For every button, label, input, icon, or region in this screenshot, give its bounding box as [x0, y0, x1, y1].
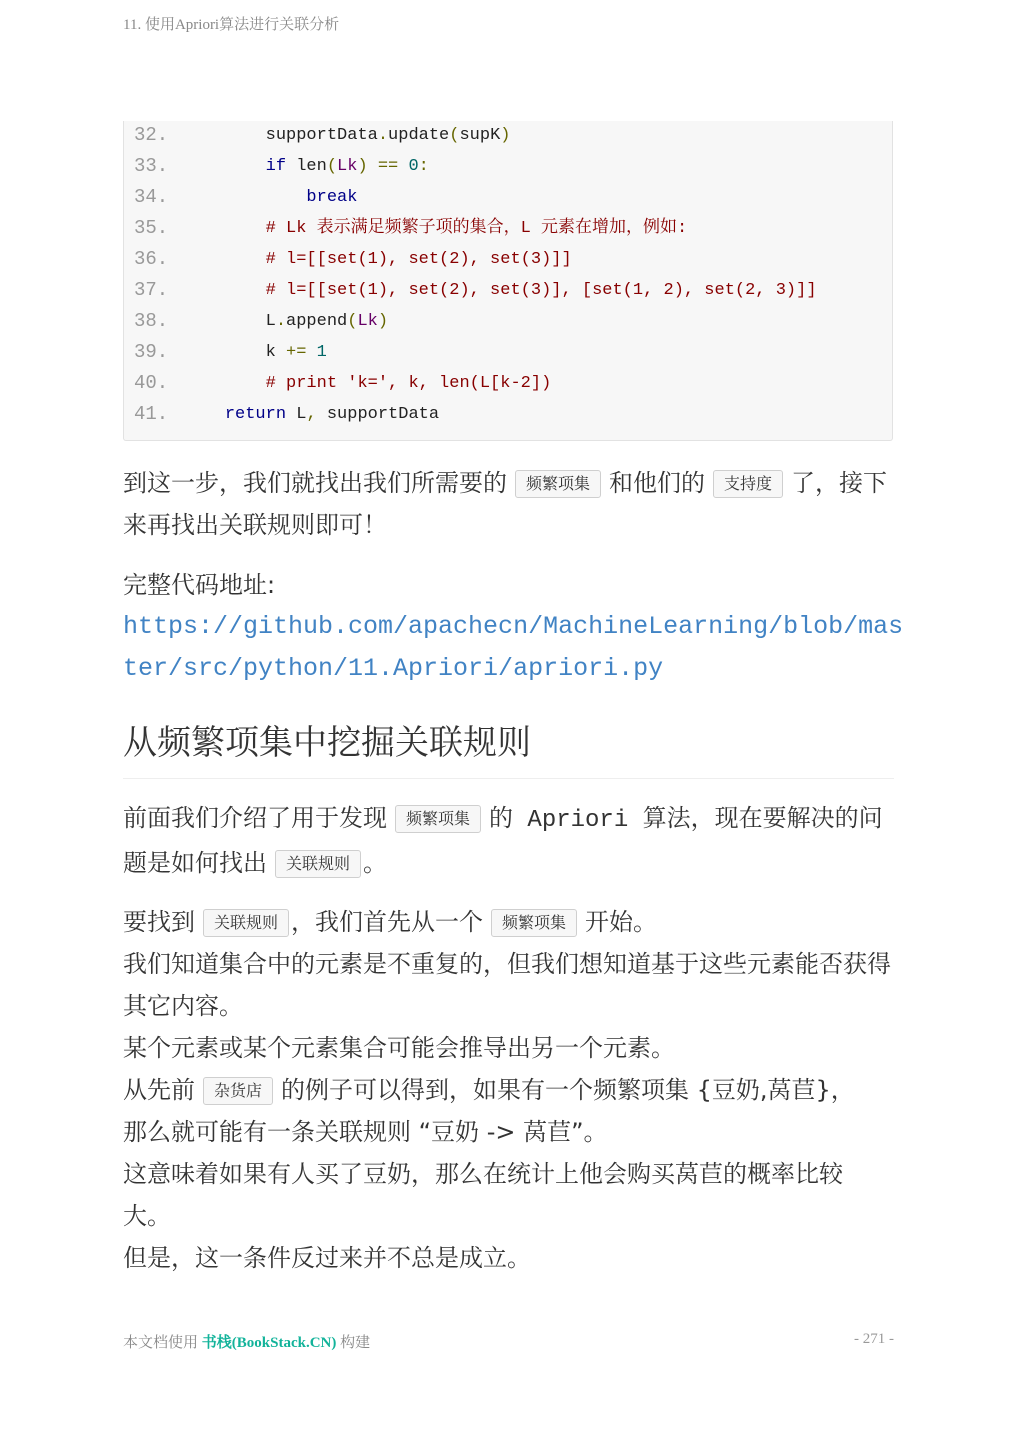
line: 某个元素或某个元素集合可能会推导出另一个元素。	[123, 1034, 675, 1062]
code-text	[184, 306, 388, 337]
line-number: 39.	[134, 341, 169, 363]
text: 了，接下来再找出关联规则即可！	[123, 469, 888, 539]
code-token: ,	[306, 405, 317, 424]
text: 要找到	[123, 908, 195, 936]
code-token: append	[286, 312, 348, 331]
code-text	[184, 337, 327, 368]
line-number: 32.	[134, 124, 169, 146]
page-number: - 271 -	[854, 1331, 894, 1347]
text: 和他们的	[609, 469, 706, 497]
inline-code: 关联规则	[275, 850, 361, 878]
code-token: (	[449, 126, 460, 145]
code-block	[123, 121, 893, 441]
code-token: (	[326, 157, 338, 176]
footer-text: 本文档使用	[123, 1335, 202, 1351]
text: Apriori	[513, 807, 643, 834]
code-token: supportData	[265, 126, 378, 145]
code-token: )	[357, 157, 368, 176]
line-number: 36.	[134, 248, 169, 270]
text: ，我们首先从一个	[291, 908, 484, 936]
code-token: supK	[459, 126, 501, 145]
text: 从先前	[123, 1076, 195, 1104]
code-text	[184, 399, 439, 430]
code-token	[398, 157, 408, 176]
footer-text: 构建	[336, 1335, 371, 1351]
code-token: k	[265, 343, 287, 362]
code-token: .	[377, 126, 389, 145]
code-token: supportData	[316, 405, 440, 424]
line	[123, 901, 898, 943]
text: 开始。	[585, 908, 658, 936]
inline-code: 频繁项集	[515, 470, 601, 498]
code-token: Lk	[337, 157, 358, 176]
code-token: ==	[377, 157, 399, 176]
line: 这意味着如果有人买了豆奶，那么在统计上他会购买莴苣的概率比较大。	[123, 1160, 843, 1230]
code-token: # l=[[set(1), set(2), set(3)]]	[265, 250, 572, 269]
code-token: # l=[[set(1), set(2), set(3)], [set(1, 2), set(2, 3)]]	[265, 281, 817, 300]
inline-code: 关联规则	[203, 909, 289, 937]
code-token: 1	[316, 343, 327, 362]
paragraph-frequent-itemsets	[123, 462, 898, 546]
line-number: 37.	[134, 279, 169, 301]
code-token: :	[418, 157, 429, 176]
code-text	[184, 275, 817, 306]
code-token: L	[286, 405, 307, 424]
code-token: )	[500, 126, 511, 145]
code-token: Lk	[357, 312, 378, 331]
inline-code: 频繁项集	[491, 909, 577, 937]
line-number: 34.	[134, 186, 169, 208]
text: 算法，现在要解决的问题是如何找出	[123, 804, 883, 877]
line: 但是，这一条件反过来并不总是成立。	[123, 1244, 531, 1272]
inline-code: 支持度	[713, 470, 783, 498]
code-token: .	[275, 312, 287, 331]
code-token: len	[286, 157, 327, 176]
code-token: # print 'k=', k, len(L[k-2])	[265, 374, 552, 393]
line-number: 41.	[134, 403, 169, 425]
code-address-label: 完整代码地址:	[123, 571, 276, 599]
line-number: 33.	[134, 155, 169, 177]
line	[123, 1069, 863, 1153]
running-header: 11. 使用Apriori算法进行关联分析	[123, 17, 340, 33]
code-token: L	[265, 312, 276, 331]
code-text	[184, 244, 572, 275]
inline-code: 频繁项集	[395, 805, 481, 833]
inline-code: 杂货店	[203, 1077, 273, 1105]
code-token	[368, 157, 378, 176]
line-number: 38.	[134, 310, 169, 332]
code-text	[184, 213, 687, 244]
code-token: if	[265, 157, 287, 176]
code-text	[184, 151, 429, 182]
code-token: +=	[286, 343, 307, 362]
line-number: 35.	[134, 217, 169, 239]
code-text	[184, 182, 357, 213]
code-token	[306, 343, 316, 362]
paragraph-intro-rules	[123, 797, 898, 884]
code-token: # Lk 表示满足频繁子项的集合，L 元素在增加，例如:	[265, 219, 688, 238]
code-token: update	[388, 126, 450, 145]
code-text	[184, 120, 510, 151]
code-token: (	[347, 312, 358, 331]
code-text	[184, 368, 551, 399]
source-code-link[interactable]: https://github.com/apachecn/MachineLearning/blob/master/src/python/11.Apriori/apriori.py	[123, 612, 904, 683]
line-number: 40.	[134, 372, 169, 394]
section-heading: 从频繁项集中挖掘关联规则	[123, 718, 894, 779]
footer-credit	[123, 1331, 370, 1352]
text: 。	[363, 849, 388, 877]
text: 前面我们介绍了用于发现	[123, 804, 387, 832]
line: 我们知道集合中的元素是不重复的，但我们想知道基于这些元素能否获得其它内容。	[123, 950, 891, 1020]
code-token: )	[377, 312, 389, 331]
text: 的	[489, 804, 514, 832]
text: 的例子可以得到，如果有一个频繁项集 {豆奶,莴苣}，那么就可能有一条关联规则 “豆奶 -> 莴苣”。	[123, 1076, 855, 1146]
code-token: return	[224, 405, 287, 424]
text: 到这一步，我们就找出我们所需要的	[123, 469, 507, 497]
paragraph-finding-rules	[123, 901, 898, 1279]
code-token: 0	[408, 157, 419, 176]
bookstack-link[interactable]: 书栈(BookStack.CN)	[201, 1335, 337, 1351]
code-token: break	[306, 188, 358, 207]
